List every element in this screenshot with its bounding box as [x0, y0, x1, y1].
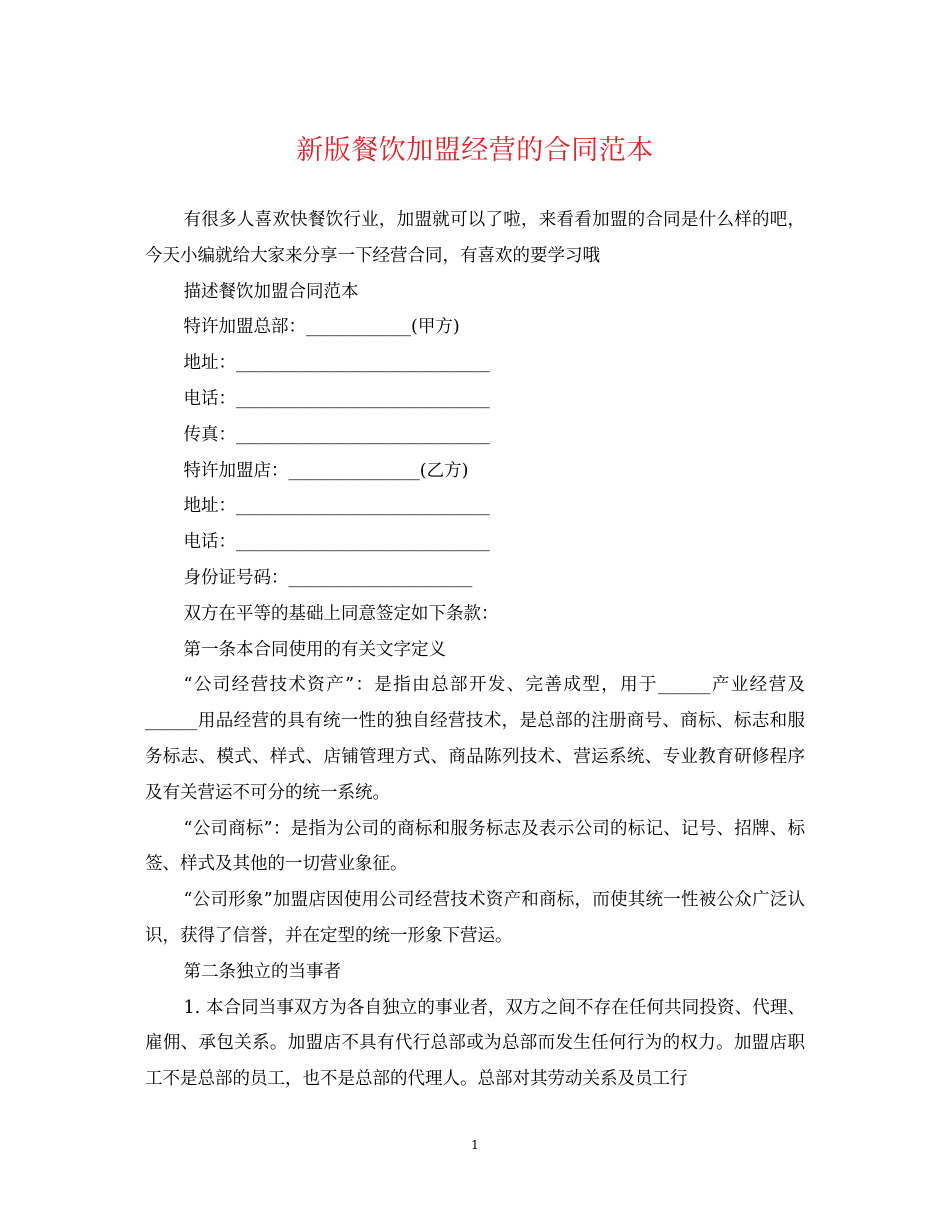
article2-clause1-paragraph: 1. 本合同当事双方为各自独立的事业者，双方之间不存在任何共同投资、代理、雇佣、承包关系。加盟店不具有代行总部或为总部而发生任何行为的权力。加盟店职工不是总部的员工，也不是总部的代理人。总部对其劳动关系及员工行	[145, 997, 805, 1090]
definition-image-paragraph: “公司形象”加盟店因使用公司经营技术资产和商标，而使其统一性被公众广泛认识，获得了信誉，并在定型的统一形象下营运。	[145, 890, 805, 946]
subtitle-line: 描述餐饮加盟合同范本	[183, 281, 359, 302]
party-b-address-line: 地址：_____________________________	[183, 496, 490, 517]
definition-assets-paragraph: “公司经营技术资产”：是指由总部开发、完善成型，用于______产业经营及______用品经营的具有统一性的独自经营技术，是总部的注册商号、商标、标志和服务标志、模式、样式、店铺管理方式、商品陈列技术、营运系统、专业教育研修程序及有关营运不可分的统一系统。	[145, 675, 805, 803]
party-b-name-line: 特许加盟店：_______________(乙方)	[183, 460, 469, 481]
article1-heading: 第一条本合同使用的有关文字定义	[183, 639, 446, 660]
agreement-line: 双方在平等的基础上同意签定如下条款：	[183, 603, 499, 624]
party-b-phone-line: 电话：_____________________________	[183, 532, 490, 553]
article2-heading: 第二条独立的当事者	[183, 961, 341, 982]
party-b-id-line: 身份证号码：_____________________	[183, 567, 473, 588]
intro-paragraph: 有很多人喜欢快餐饮行业，加盟就可以了啦，来看看加盟的合同是什么样的吧，今天小编就给大家来分享一下经营合同，有喜欢的要学习哦	[145, 210, 805, 266]
party-a-address-line: 地址：_____________________________	[183, 353, 490, 374]
party-a-fax-line: 传真：_____________________________	[183, 424, 490, 445]
document-title: 新版餐饮加盟经营的合同范本	[296, 135, 654, 166]
page-number: 1	[471, 1138, 479, 1152]
party-a-name-line: 特许加盟总部：____________(甲方)	[183, 317, 460, 338]
document-body	[145, 203, 805, 1098]
party-a-phone-line: 电话：_____________________________	[183, 388, 490, 409]
definition-trademark-paragraph: “公司商标”：是指为公司的商标和服务标志及表示公司的标记、记号、招牌、标签、样式及其他的一切营业象征。	[145, 818, 805, 875]
